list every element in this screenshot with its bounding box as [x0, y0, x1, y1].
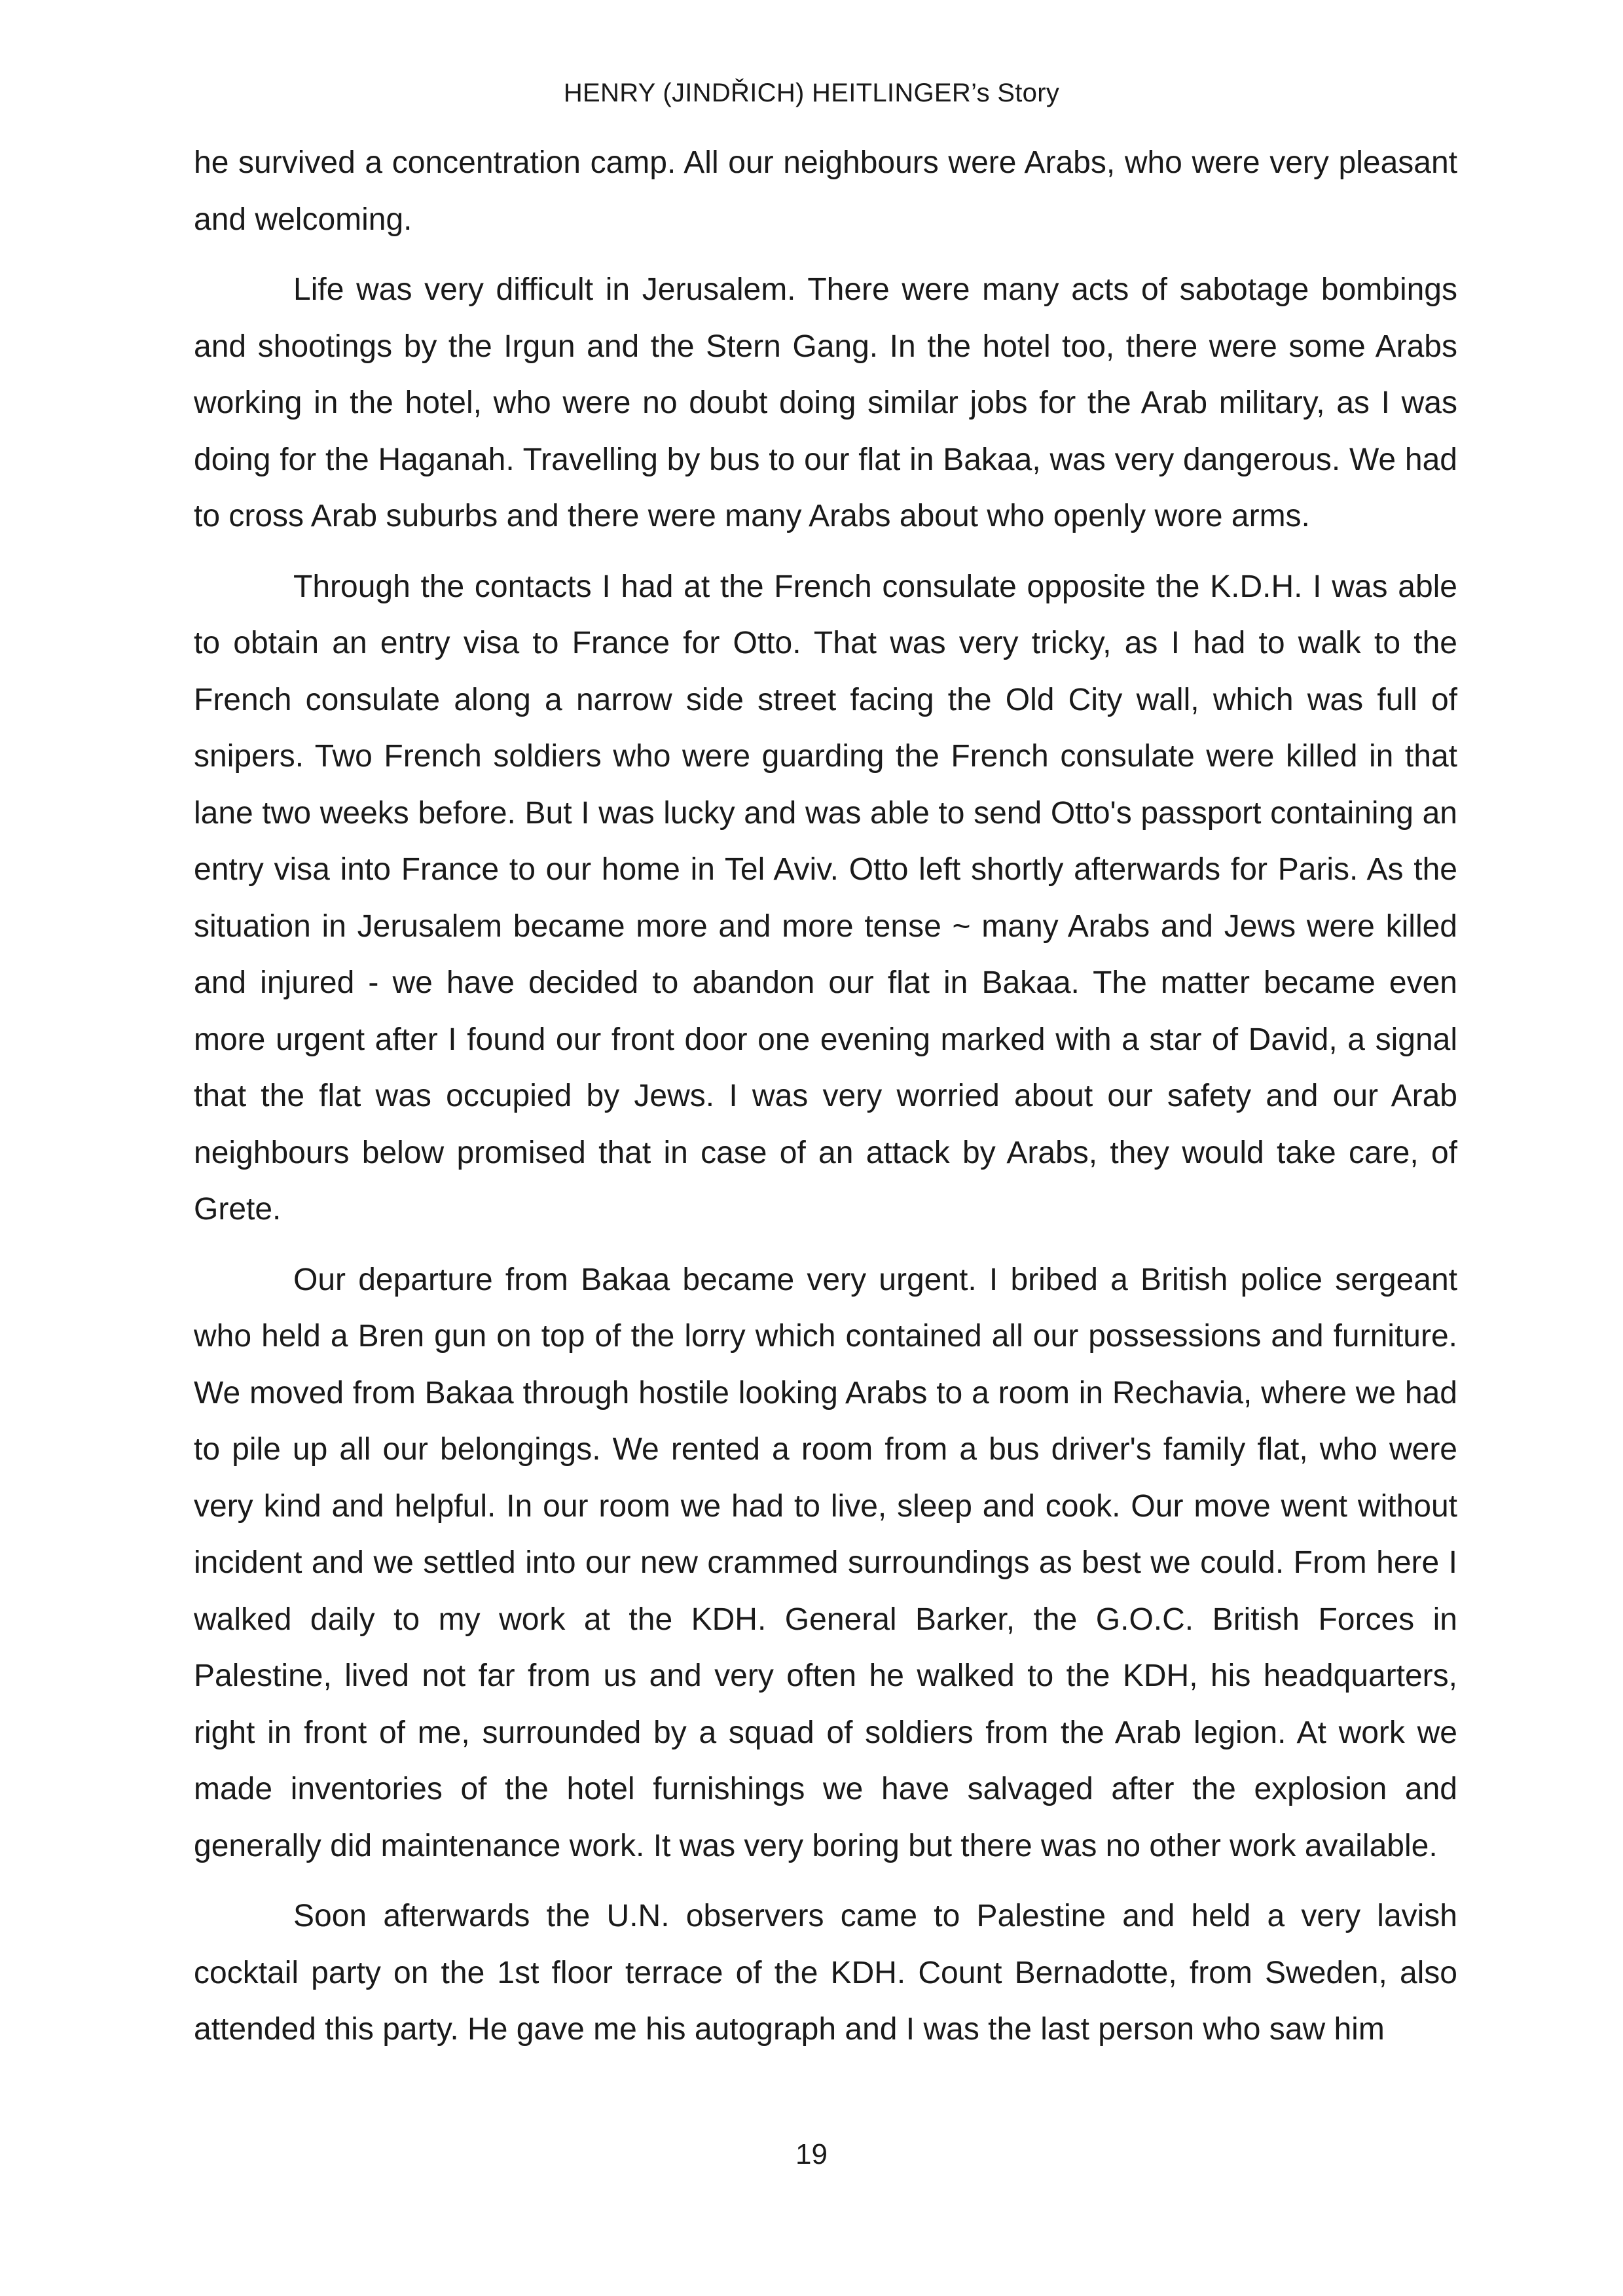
paragraph-continuation: he survived a concentration camp. All our neighbours were Arabs, who were very pleasant and welcoming.	[194, 145, 1457, 237]
paragraph-french-consulate: Through the contacts I had at the French consulate opposite the K.D.H. I was able to obtain an entry visa to France for Otto. That was very tricky, as I had to walk to the French consulate along a narrow side street facing the Old City wall, which was full of snipers. Two French soldiers who were guarding the French consulate were killed in that lane two weeks before. But I was lucky and was able to send Otto's passport containing an entry visa into France to our home in Tel Aviv. Otto left shortly afterwards for Paris. As the situation in Jerusalem became more and more tense ~ many Arabs and Jews were killed and injured - we have decided to abandon our flat in Bakaa. The matter became even more urgent after I found our front door one evening marked with a star of David, a signal that the flat was occupied by Jews. I was very worried about our safety and our Arab neighbours below promised that in case of an attack by Arabs, they would take care, of Grete.	[194, 569, 1457, 1227]
page-number: 19	[795, 2138, 828, 2170]
running-header: HENRY (JINDŘICH) HEITLINGER’s Story	[563, 79, 1060, 107]
paragraph-un-observers: Soon afterwards the U.N. observers came to Palestine and held a very lavish cocktail party on the 1st floor terrace of the KDH. Count Bernadotte, from Sweden, also attended this party. He gave me his autograph and I was the last person who saw him	[194, 1899, 1457, 2047]
paragraph-departure-bakaa: Our departure from Bakaa became very urgent. I bribed a British police sergeant who held a Bren gun on top of the lorry which contained all our possessions and furniture. We moved from Bakaa through hostile looking Arabs to a room in Rechavia, where we had to pile up all our belongings. We rented a room from a bus driver's family flat, who were very kind and helpful. In our room we had to live, sleep and cook. Our move went without incident and we settled into our new crammed surroundings as best we could. From here I walked daily to my work at the KDH. General Barker, the G.O.C. British Forces in Palestine, lived not far from us and very often he walked to the KDH, his headquarters, right in front of me, surrounded by a squad of soldiers from the Arab legion. At work we made inventories of the hotel furnishings we have salvaged after the explosion and generally did maintenance work. It was very boring but there was no other work available.	[194, 1262, 1457, 1863]
paragraph-jerusalem-life: Life was very difficult in Jerusalem. There were many acts of sabotage bombings and shootings by the Irgun and the Stern Gang. In the hotel too, there were some Arabs working in the hotel, who were no doubt doing similar jobs for the Arab military, as I was doing for the Haganah. Travelling by bus to our flat in Bakaa, was very dangerous. We had to cross Arab suburbs and there were many Arabs about who openly wore arms.	[194, 272, 1457, 533]
body-text	[194, 135, 1457, 2072]
